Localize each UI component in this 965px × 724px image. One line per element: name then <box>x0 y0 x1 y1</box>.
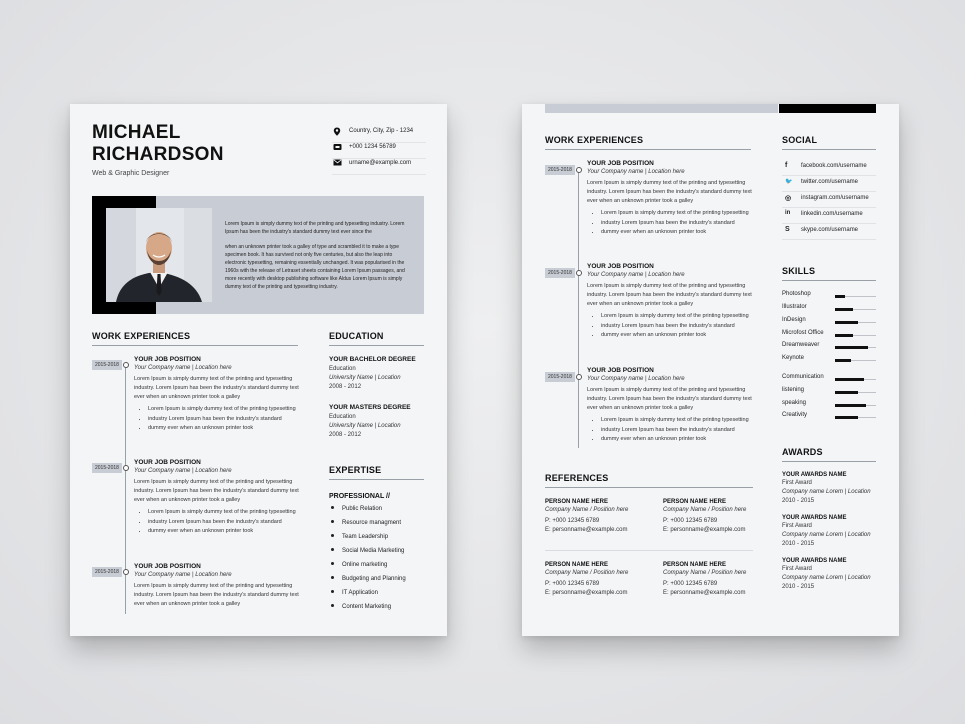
skill-label: InDesign <box>782 317 806 323</box>
job-entry: YOUR JOB POSITION Your Company name | Location here Lorem Ipsum is simply dummy text of the printing and typesetting industry. Lorem Ipsum has been the industry's standard dummy text ever when an unknown printer took a galley • Lorem Ipsum is simply dummy text of the printing typesetting • industry Lorem Ipsum has been the industry's standard • dummy ever when an unknown printer took <box>587 160 755 238</box>
twitter-icon: 🐦 <box>785 179 793 185</box>
skill-label: Communication <box>782 374 824 380</box>
skill-bar-fill <box>835 308 853 311</box>
facebook-icon: f <box>785 162 788 169</box>
skill-row <box>782 355 876 366</box>
reference-contact: P: +000 12345 6789 E: personname@example.com <box>663 581 746 596</box>
social-facebook[interactable]: f facebook.com/username <box>782 160 876 176</box>
timeline-dot <box>576 374 582 380</box>
social-twitter[interactable]: 🐦 twitter.com/username <box>782 176 876 192</box>
expertise-item: Online marketing <box>329 558 424 572</box>
expertise-list <box>329 502 424 614</box>
job-date: 2015-2018 <box>545 165 575 175</box>
job-entry: YOUR JOB POSITION Your Company name | Location here Lorem Ipsum is simply dummy text of the printing and typesetting industry. Lorem Ipsum has been the industry's standard dummy text ever when an unknown printer took a galley <box>134 563 299 607</box>
job-bullets: • Lorem Ipsum is simply dummy text of the printing typesetting • industry Lorem Ipsum has been the industry's standard • dummy ever when an unknown printer took <box>134 405 300 434</box>
candidate-role: Web & Graphic Designer <box>92 170 170 177</box>
expertise-item: IT Application <box>329 586 424 600</box>
reference-entry: PERSON NAME HERE Company Name / Position here P: +000 12345 6789 E: personname@example.com <box>545 499 645 535</box>
job-bullets: • Lorem Ipsum is simply dummy text of the printing typesetting • industry Lorem Ipsum has been the industry's standard • dummy ever when an unknown printer took <box>587 312 755 341</box>
skill-label: listening <box>782 387 805 393</box>
award-entry: YOUR AWARDS NAME First Award Company name Lorem | Location 2010 - 2015 <box>782 472 871 504</box>
reference-entry: PERSON NAME HERE Company Name / Position here P: +000 12345 6789 E: personname@example.com <box>545 562 645 598</box>
job-entry: YOUR JOB POSITION Your Company name | Location here Lorem Ipsum is simply dummy text of the printing and typesetting industry. Lorem Ipsum has been the industry's standard dummy text ever when an unknown printer took a galley • Lorem Ipsum is simply dummy text of the printing typesetting • industry Lorem Ipsum has been the industry's standard • dummy ever when an unknown printer took <box>587 263 755 341</box>
expertise-item: Team Leadership <box>329 530 424 544</box>
skills-heading: SKILLS <box>782 266 876 281</box>
skill-bar-fill <box>835 295 845 298</box>
job-bullets: • Lorem Ipsum is simply dummy text of the printing typesetting • industry Lorem Ipsum has been the industry's standard • dummy ever when an unknown printer took <box>587 209 755 238</box>
skill-row <box>782 317 876 328</box>
social-skype[interactable]: S skype.com/username <box>782 224 876 240</box>
skill-row <box>782 330 876 341</box>
expertise-item: Resource managment <box>329 516 424 530</box>
skill-label: Keynote <box>782 355 805 361</box>
skill-label: Photoshop <box>782 291 811 297</box>
job-date: 2015-2018 <box>92 463 122 473</box>
job-date: 2015-2018 <box>92 360 122 370</box>
resume-page-1 <box>70 104 447 636</box>
skype-icon: S <box>785 226 790 233</box>
skills-section <box>782 266 876 281</box>
skill-bar-fill <box>835 404 866 407</box>
timeline-dot <box>123 569 129 575</box>
references-section <box>545 473 753 488</box>
skill-label: Illustrator <box>782 304 807 310</box>
job-entry: YOUR JOB POSITION Your Company name | Location here Lorem Ipsum is simply dummy text of the printing and typesetting industry. Lorem Ipsum has been the industry's standard dummy text ever when an unknown printer took a galley • Lorem Ipsum is simply dummy text of the printing typesetting • industry Lorem Ipsum has been the industry's standard • dummy ever when an unknown printer took <box>134 356 300 434</box>
award-entry: YOUR AWARDS NAME First Award Company name Lorem | Location 2010 - 2015 <box>782 558 871 590</box>
social-heading: SOCIAL <box>782 135 876 150</box>
reference-contact: P: +000 12345 6789 E: personname@example.com <box>663 518 746 533</box>
timeline-dot <box>123 362 129 368</box>
skill-bar-fill <box>835 378 864 381</box>
skill-row <box>782 291 876 302</box>
top-accent-bar-black <box>779 104 876 113</box>
work-heading: WORK EXPERIENCES <box>545 135 751 150</box>
skill-bar-fill <box>835 416 858 419</box>
linkedin-icon: in <box>785 210 791 216</box>
timeline-line <box>578 170 579 448</box>
expertise-section <box>329 465 424 614</box>
phone-icon <box>332 143 342 153</box>
reference-contact: P: +000 12345 6789 E: personname@example.com <box>545 518 628 533</box>
skill-bar-fill <box>835 346 868 349</box>
reference-entry: PERSON NAME HERE Company Name / Position here P: +000 12345 6789 E: personname@example.com <box>663 499 755 535</box>
top-accent-bar-gray <box>545 104 778 113</box>
timeline-dot <box>576 167 582 173</box>
instagram-icon: ◎ <box>785 195 792 202</box>
timeline-line <box>125 366 126 614</box>
education-heading: EDUCATION <box>329 331 424 346</box>
skill-label: Creativity <box>782 412 808 418</box>
job-entry: YOUR JOB POSITION Your Company name | Location here Lorem Ipsum is simply dummy text of the printing and typesetting industry. Lorem Ipsum has been the industry's standard dummy text ever when an unknown printer took a galley • Lorem Ipsum is simply dummy text of the printing typesetting • industry Lorem Ipsum has been the industry's standard • dummy ever when an unknown printer took <box>587 367 755 445</box>
contact-address: Country, City, Zip - 1234 <box>332 126 426 143</box>
contact-phone: +000 1234 56789 <box>332 142 426 159</box>
skill-row <box>782 304 876 315</box>
reference-contact: P: +000 12345 6789 E: personname@example.com <box>545 581 628 596</box>
candidate-name: MICHAEL RICHARDSON <box>92 122 224 165</box>
skill-bar-fill <box>835 321 858 324</box>
skill-row <box>782 374 876 385</box>
expertise-item: Public Relation <box>329 502 424 516</box>
education-entry: YOUR MASTERS DEGREE Education University Name | Location 2008 - 2012 <box>329 404 411 438</box>
expertise-item: Content Marketing <box>329 600 424 614</box>
skill-bar-fill <box>835 334 853 337</box>
skill-row <box>782 412 876 423</box>
skill-bar-fill <box>835 391 858 394</box>
expertise-item: Social Media Marketing <box>329 544 424 558</box>
expertise-subheading: PROFESSIONAL // <box>329 493 390 500</box>
education-section <box>329 331 424 440</box>
work-section <box>545 135 751 150</box>
skill-row <box>782 400 876 411</box>
skill-label: Dreamweaver <box>782 342 820 348</box>
expertise-heading: EXPERTISE <box>329 465 424 480</box>
awards-section <box>782 447 876 592</box>
email-icon <box>332 159 342 168</box>
profile-photo <box>106 208 212 302</box>
job-date: 2015-2018 <box>545 268 575 278</box>
skill-row <box>782 342 876 353</box>
skill-label: Microfost Office <box>782 330 824 336</box>
social-instagram[interactable]: ◎ instagram.com/username <box>782 192 876 208</box>
job-bullets: • Lorem Ipsum is simply dummy text of the printing typesetting • industry Lorem Ipsum has been the industry's standard • dummy ever when an unknown printer took <box>587 416 755 445</box>
resume-page-2 <box>522 104 899 636</box>
contact-email: urname@example.com <box>332 158 426 175</box>
skill-bar-fill <box>835 359 851 362</box>
award-entry: YOUR AWARDS NAME First Award Company name Lorem | Location 2010 - 2015 <box>782 515 871 547</box>
social-linkedin[interactable]: in linkedin.com/username <box>782 208 876 224</box>
skill-label: speaking <box>782 400 807 406</box>
skill-row <box>782 387 876 398</box>
timeline-dot <box>576 270 582 276</box>
job-date: 2015-2018 <box>545 372 575 382</box>
reference-entry: PERSON NAME HERE Company Name / Position here P: +000 12345 6789 E: personname@example.com <box>663 562 755 598</box>
awards-heading: AWARDS <box>782 447 876 462</box>
education-entry: YOUR BACHELOR DEGREE Education University Name | Location 2008 - 2012 <box>329 356 416 390</box>
job-bullets: • Lorem Ipsum is simply dummy text of the printing typesetting • industry Lorem Ipsum has been the industry's standard • dummy ever when an unknown printer took <box>134 508 300 537</box>
work-heading: WORK EXPERIENCES <box>92 331 298 346</box>
intro-text: Lorem Ipsum is simply dummy text of the printing and typesetting industry. Lorem Ipsum has been the industry's standard dummy text ever since the when an unknown printer took a galley of type and scrambled it to make a type specimen book. It has survived not only five centuries, but also the leap into electronic typesetting, remaining essentially unchanged. It was popularised in the 1960s with the release of Letraset sheets containing Lorem Ipsum passages, and more recently with desktop publishing software like Aldus Lorem Ipsum is simply dummy text of the printing and typesetting industry. <box>225 221 405 290</box>
work-section <box>92 331 298 346</box>
expertise-item: Budgeting and Planning <box>329 572 424 586</box>
job-entry: YOUR JOB POSITION Your Company name | Location here Lorem Ipsum is simply dummy text of the printing and typesetting industry. Lorem Ipsum has been the industry's standard dummy text ever when an unknown printer took a galley • Lorem Ipsum is simply dummy text of the printing typesetting • industry Lorem Ipsum has been the industry's standard • dummy ever when an unknown printer took <box>134 459 300 537</box>
references-divider <box>545 550 753 551</box>
references-heading: REFERENCES <box>545 473 753 488</box>
social-section <box>782 135 876 150</box>
job-date: 2015-2018 <box>92 567 122 577</box>
timeline-dot <box>123 465 129 471</box>
location-pin-icon <box>332 127 342 138</box>
